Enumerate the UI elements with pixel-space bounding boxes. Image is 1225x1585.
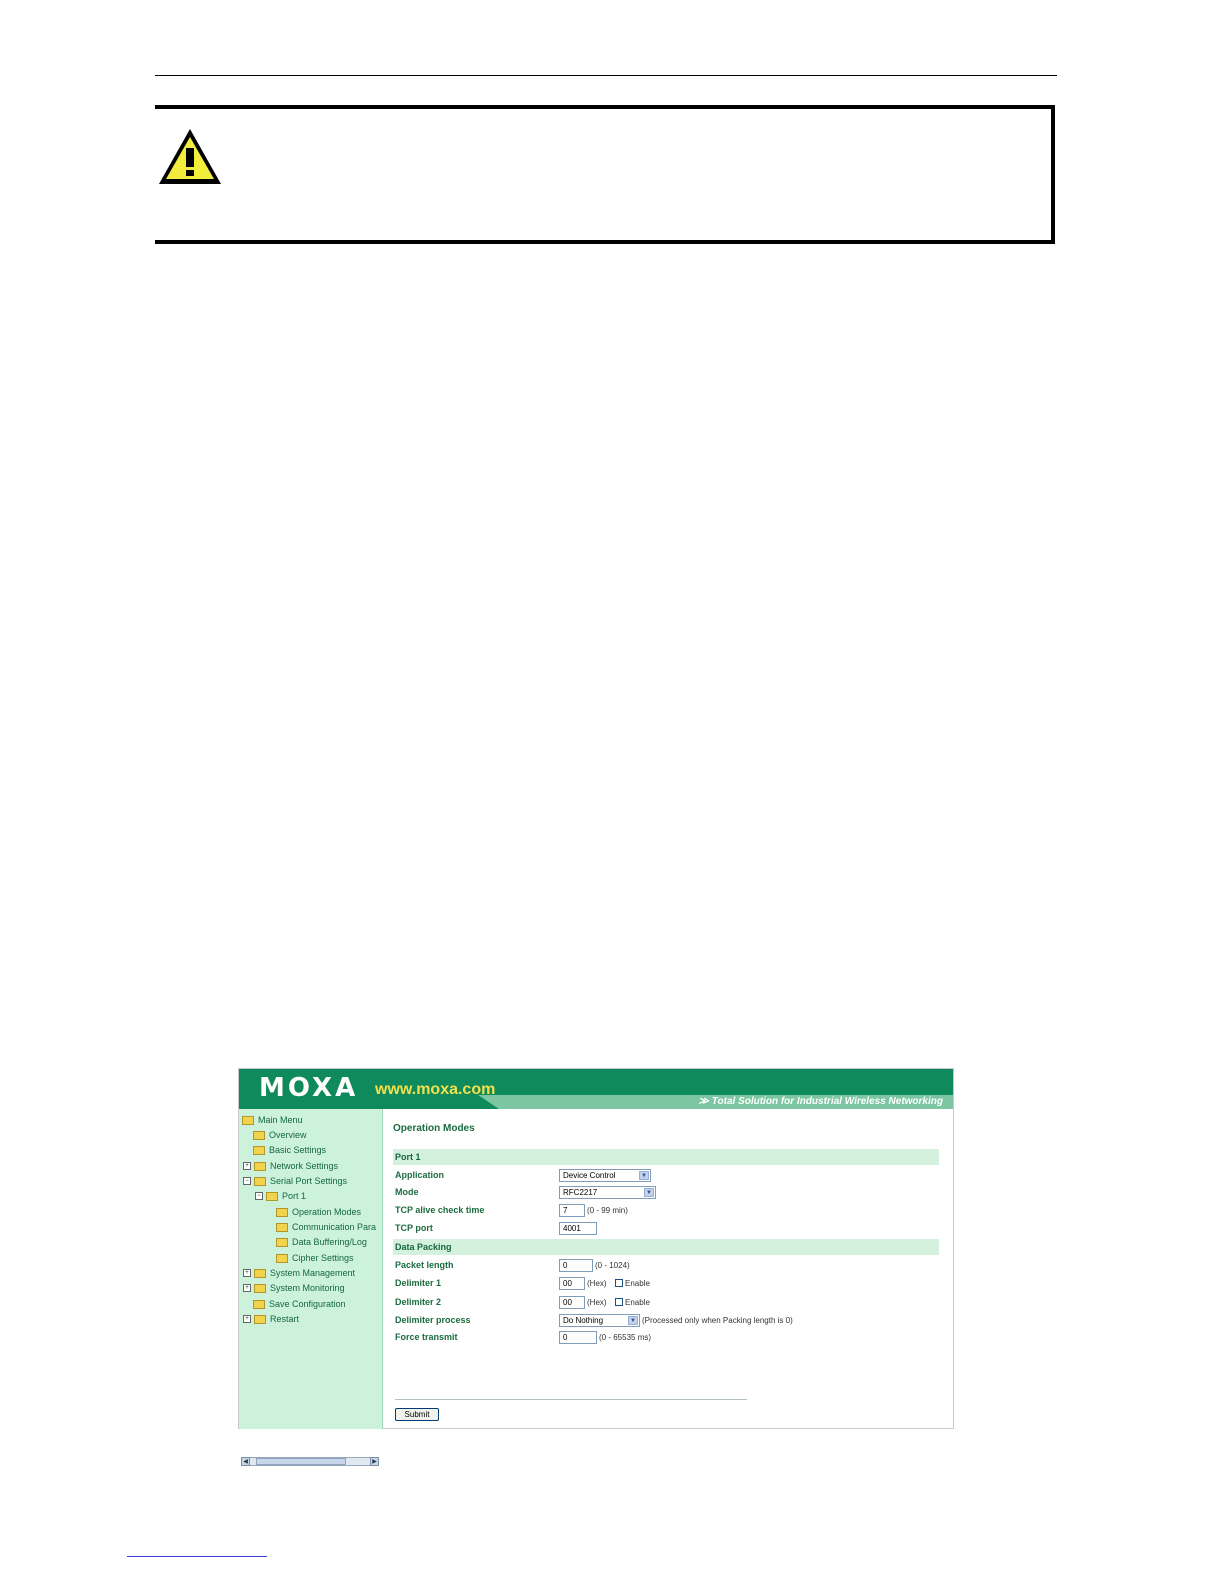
folder-open-icon: [266, 1192, 278, 1201]
delimiter-1-input[interactable]: 00: [559, 1277, 585, 1290]
sidebar-item-label: Serial Port Settings: [270, 1176, 348, 1186]
sidebar-item-port-1[interactable]: [255, 1191, 306, 1201]
delimiter-process-hint: (Processed only when Packing length is 0): [642, 1316, 793, 1325]
warning-box: [155, 105, 1055, 244]
sidebar-item-label: Port 1: [282, 1191, 307, 1201]
sidebar-item-network-settings[interactable]: [243, 1161, 338, 1171]
submit-button[interactable]: Submit: [395, 1408, 439, 1421]
sidebar-item-label: Network Settings: [270, 1161, 339, 1171]
application-label: Application: [395, 1170, 444, 1180]
sidebar-tree: [239, 1109, 383, 1465]
mode-label: Mode: [395, 1187, 419, 1197]
sidebar-item-communication-parameters[interactable]: [276, 1222, 376, 1232]
folder-icon: [254, 1162, 266, 1171]
sidebar-item-system-management[interactable]: [243, 1268, 355, 1278]
force-transmit-input[interactable]: 0: [559, 1331, 597, 1344]
scroll-right-icon[interactable]: ▶: [370, 1457, 379, 1466]
web-console-screenshot: [238, 1068, 954, 1465]
section-data-packing: Data Packing: [393, 1239, 939, 1255]
sidebar-item-label: Save Configuration: [269, 1299, 346, 1309]
form-divider: [395, 1399, 747, 1400]
folder-icon: [254, 1284, 266, 1293]
delimiter-2-hint: (Hex): [587, 1298, 607, 1307]
sidebar-item-label: System Management: [270, 1268, 356, 1278]
tcp-port-label: TCP port: [395, 1223, 433, 1233]
page-header-rule: [155, 75, 1057, 76]
force-transmit-hint: (0 - 65535 ms): [599, 1333, 652, 1342]
moxa-logo: MOXA: [259, 1073, 359, 1103]
application-value: Device Control: [563, 1171, 616, 1180]
expand-icon[interactable]: +: [243, 1162, 251, 1170]
header-banner: [239, 1069, 953, 1109]
folder-icon: [242, 1116, 254, 1125]
sidebar-item-label: System Monitoring: [270, 1283, 345, 1293]
section-port-1: Port 1: [393, 1149, 939, 1165]
folder-icon: [254, 1315, 266, 1324]
sidebar-item-label: Basic Settings: [269, 1145, 327, 1155]
sidebar-item-overview[interactable]: [253, 1130, 307, 1140]
sidebar-item-cipher-settings[interactable]: [276, 1253, 354, 1263]
folder-icon: [254, 1269, 266, 1278]
folder-icon: [253, 1146, 265, 1155]
tcp-alive-label: TCP alive check time: [395, 1205, 485, 1215]
sidebar-item-label: Communication Para: [292, 1222, 377, 1232]
tcp-alive-hint: (0 - 99 min): [587, 1206, 628, 1215]
expand-icon[interactable]: +: [243, 1315, 251, 1323]
sidebar-horizontal-scrollbar[interactable]: [241, 1457, 379, 1466]
sidebar-item-label: Overview: [269, 1130, 307, 1140]
force-transmit-label: Force transmit: [395, 1332, 458, 1342]
folder-icon: [276, 1254, 288, 1263]
folder-open-icon: [254, 1177, 266, 1186]
packet-length-input[interactable]: 0: [559, 1259, 593, 1272]
delimiter-1-enable-label: Enable: [625, 1279, 650, 1288]
delimiter-2-enable-label: Enable: [625, 1298, 650, 1307]
mode-select[interactable]: [559, 1186, 656, 1199]
scroll-left-icon[interactable]: ◀: [241, 1457, 250, 1466]
expand-icon[interactable]: +: [243, 1269, 251, 1277]
sidebar-item-data-buffering[interactable]: [276, 1237, 367, 1247]
collapse-icon[interactable]: −: [255, 1192, 263, 1200]
tcp-port-input[interactable]: 4001: [559, 1222, 597, 1235]
chevron-down-icon[interactable]: ▼: [639, 1171, 649, 1180]
main-content: [383, 1109, 953, 1429]
delimiter-process-value: Do Nothing: [563, 1316, 604, 1325]
page-title: Operation Modes: [393, 1123, 475, 1134]
packet-length-hint: (0 - 1024): [595, 1261, 630, 1270]
sidebar-item-main-menu[interactable]: [242, 1115, 303, 1125]
sidebar-item-label: Operation Modes: [292, 1207, 362, 1217]
delimiter-process-label: Delimiter process: [395, 1315, 471, 1325]
delimiter-2-enable-checkbox[interactable]: [615, 1298, 623, 1306]
packet-length-label: Packet length: [395, 1260, 454, 1270]
header-tagline: ≫ Total Solution for Industrial Wireless Networking: [698, 1096, 943, 1107]
delimiter-1-label: Delimiter 1: [395, 1278, 442, 1288]
folder-icon: [276, 1223, 288, 1232]
expand-icon[interactable]: +: [243, 1284, 251, 1292]
delimiter-2-input[interactable]: 00: [559, 1296, 585, 1309]
delimiter-2-label: Delimiter 2: [395, 1297, 442, 1307]
chevron-down-icon[interactable]: ▼: [628, 1316, 638, 1325]
folder-icon: [276, 1208, 288, 1217]
delimiter-process-select[interactable]: [559, 1314, 640, 1327]
moxa-url: www.moxa.com: [375, 1081, 496, 1098]
folder-icon: [276, 1238, 288, 1247]
warning-icon: [157, 127, 223, 187]
sidebar-item-operation-modes[interactable]: [276, 1207, 361, 1217]
delimiter-1-hint: (Hex): [587, 1279, 607, 1288]
sidebar-item-label: Restart: [270, 1314, 300, 1324]
scrollbar-thumb[interactable]: [256, 1458, 346, 1465]
mode-value: RFC2217: [563, 1188, 598, 1197]
chevron-down-icon[interactable]: ▼: [644, 1188, 654, 1197]
sidebar-item-system-monitoring[interactable]: [243, 1283, 345, 1293]
sidebar-item-serial-port-settings[interactable]: [243, 1176, 347, 1186]
delimiter-1-enable-checkbox[interactable]: [615, 1279, 623, 1287]
folder-icon: [253, 1131, 265, 1140]
tcp-alive-input[interactable]: 7: [559, 1204, 585, 1217]
sidebar-item-restart[interactable]: [243, 1314, 299, 1324]
collapse-icon[interactable]: −: [243, 1177, 251, 1185]
sidebar-item-basic-settings[interactable]: [253, 1145, 326, 1155]
application-select[interactable]: [559, 1169, 651, 1182]
footer-link-underline: [127, 1556, 267, 1557]
folder-icon: [253, 1300, 265, 1309]
sidebar-item-label: Data Buffering/Log: [292, 1237, 367, 1247]
sidebar-item-label: Main Menu: [258, 1115, 303, 1125]
sidebar-item-label: Cipher Settings: [292, 1253, 354, 1263]
sidebar-item-save-configuration[interactable]: [253, 1299, 346, 1309]
